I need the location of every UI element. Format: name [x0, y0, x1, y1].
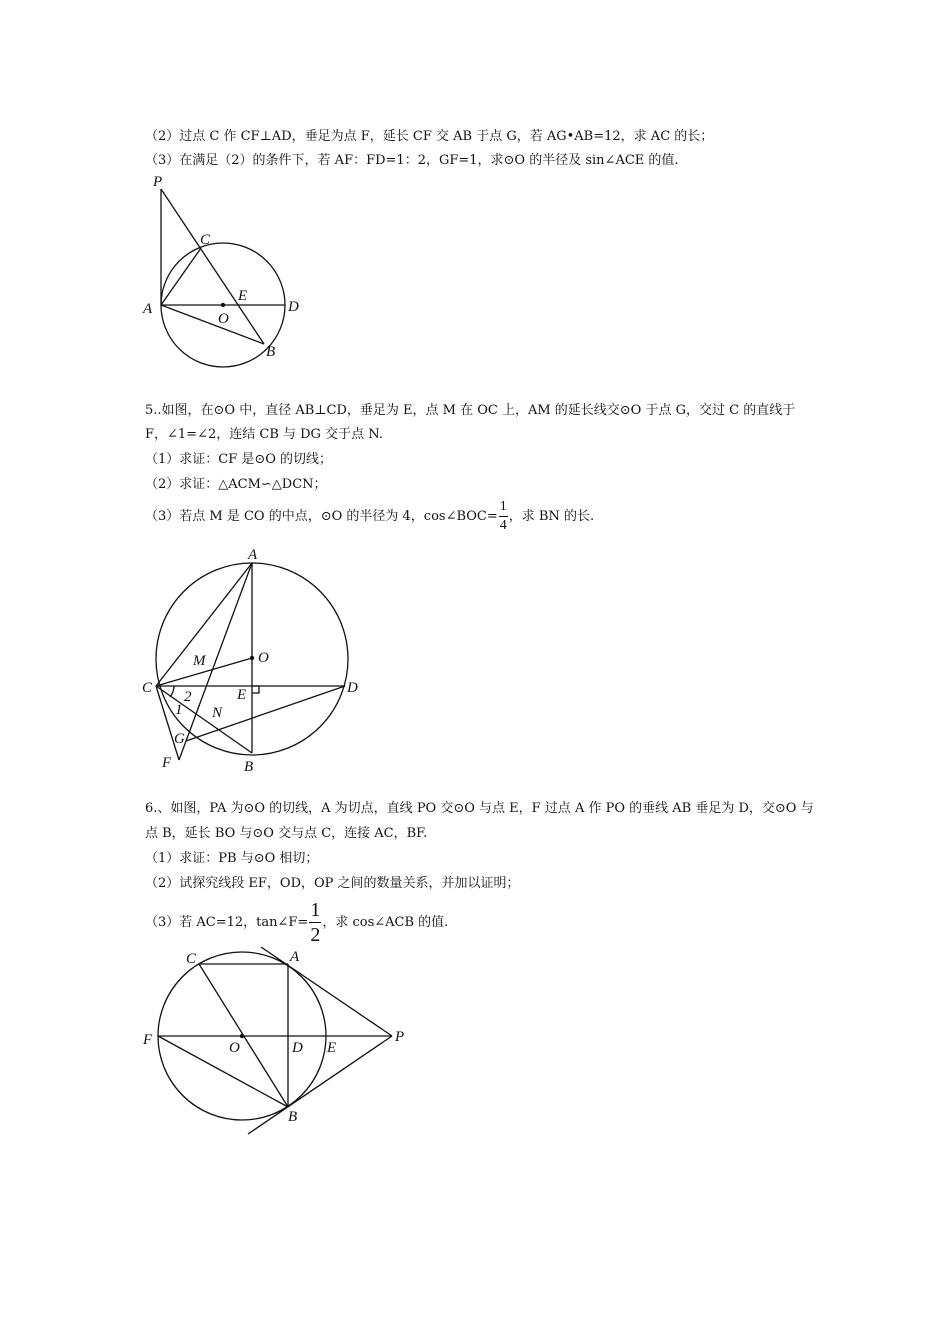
q4-label-P: P — [153, 174, 163, 190]
q4-part2: （2）过点 C 作 CF⊥AD，垂足为点 F，延长 CF 交 AB 于点 G，若 AG•AB=12，求 AC 的长； — [145, 129, 714, 144]
q6-figure — [140, 940, 420, 1140]
q4-figure — [140, 168, 320, 363]
q6-part3-text: （3）若 AC=12，tan∠F= — [145, 915, 309, 930]
q6-label-E: E — [327, 1040, 337, 1056]
q4-label-O: O — [218, 311, 229, 327]
q4-label-D: D — [288, 299, 299, 315]
q6-intro-line2: 点 B，延长 BO 与⊙O 交与点 C，连接 AC，BF. — [145, 826, 428, 841]
q5-label-M: M — [193, 653, 206, 669]
q5-intro-line2: F，∠1=∠2，连结 CB 与 DG 交于点 N. — [145, 427, 383, 442]
q6-fraction-denominator: 2 — [310, 924, 321, 946]
q5-intro-line1: 5..如图，在⊙O 中，直径 AB⊥CD，垂足为 E，点 M 在 OC 上，AM 的延长线交⊙O 于点 G，交过 C 的直线于 — [145, 403, 796, 418]
q5-label-A: A — [248, 547, 258, 563]
q4-label-E: E — [238, 288, 248, 304]
q5-part3-text: （3）若点 M 是 CO 的中点，⊙O 的半径为 4，cos∠BOC= — [145, 509, 498, 524]
q5-label-N: N — [212, 705, 223, 721]
q5-label-D: D — [347, 680, 358, 696]
q4-center-dot — [221, 303, 225, 307]
q5-label-F: F — [162, 755, 172, 771]
q6-label-D: D — [292, 1040, 303, 1056]
q5-label-2: 2 — [184, 689, 192, 705]
q6-fraction-numerator: 1 — [310, 899, 321, 921]
q6-intro-line1: 6.、如图，PA 为⊙O 的切线，A 为切点，直线 PO 交⊙O 与点 E，F 过点 A 作 PO 的垂线 AB 垂足为 D，交⊙O 与 — [145, 801, 814, 816]
q5-part2: （2）求证：△ACM∽△DCN； — [145, 477, 327, 492]
q4-label-A: A — [143, 301, 153, 317]
q5-label-E: E — [237, 687, 247, 703]
q5-fraction — [499, 500, 508, 533]
q6-label-F: F — [143, 1032, 153, 1048]
q6-center-dot — [240, 1034, 244, 1038]
q6-part1: （1）求证：PB 与⊙O 相切； — [145, 851, 319, 866]
q6-label-B: B — [288, 1109, 298, 1125]
q4-part3: （3）在满足（2）的条件下，若 AF：FD=1：2，GF=1，求⊙O 的半径及 sin∠ACE 的值. — [145, 153, 679, 168]
q6-part3 — [145, 900, 448, 945]
q5-label-G: G — [174, 731, 185, 747]
q6-part2: （2）试探究线段 EF，OD，OP 之间的数量关系，并加以证明； — [145, 876, 520, 891]
q5-fraction-numerator: 1 — [499, 500, 508, 517]
q4-label-C: C — [200, 232, 211, 248]
q6-fraction — [309, 900, 321, 945]
q6-label-C: C — [186, 951, 197, 967]
q6-label-O: O — [229, 1040, 240, 1056]
q6-label-A: A — [290, 949, 300, 965]
q5-figure — [140, 540, 370, 780]
q6-label-P: P — [395, 1029, 405, 1045]
q5-fraction-denominator: 4 — [499, 518, 507, 533]
q5-label-O: O — [258, 650, 269, 666]
q5-label-B: B — [244, 759, 254, 775]
q5-part3-tail: ，求 BN 的长. — [508, 509, 595, 524]
q4-label-B: B — [266, 344, 276, 360]
q5-label-C: C — [142, 680, 153, 696]
q5-center-dot — [250, 656, 254, 660]
q5-label-1: 1 — [175, 702, 183, 718]
q6-part3-tail: ，求 cos∠ACB 的值. — [322, 915, 449, 930]
q5-part3 — [145, 500, 594, 533]
q5-part1: （1）求证：CF 是⊙O 的切线； — [145, 452, 333, 467]
